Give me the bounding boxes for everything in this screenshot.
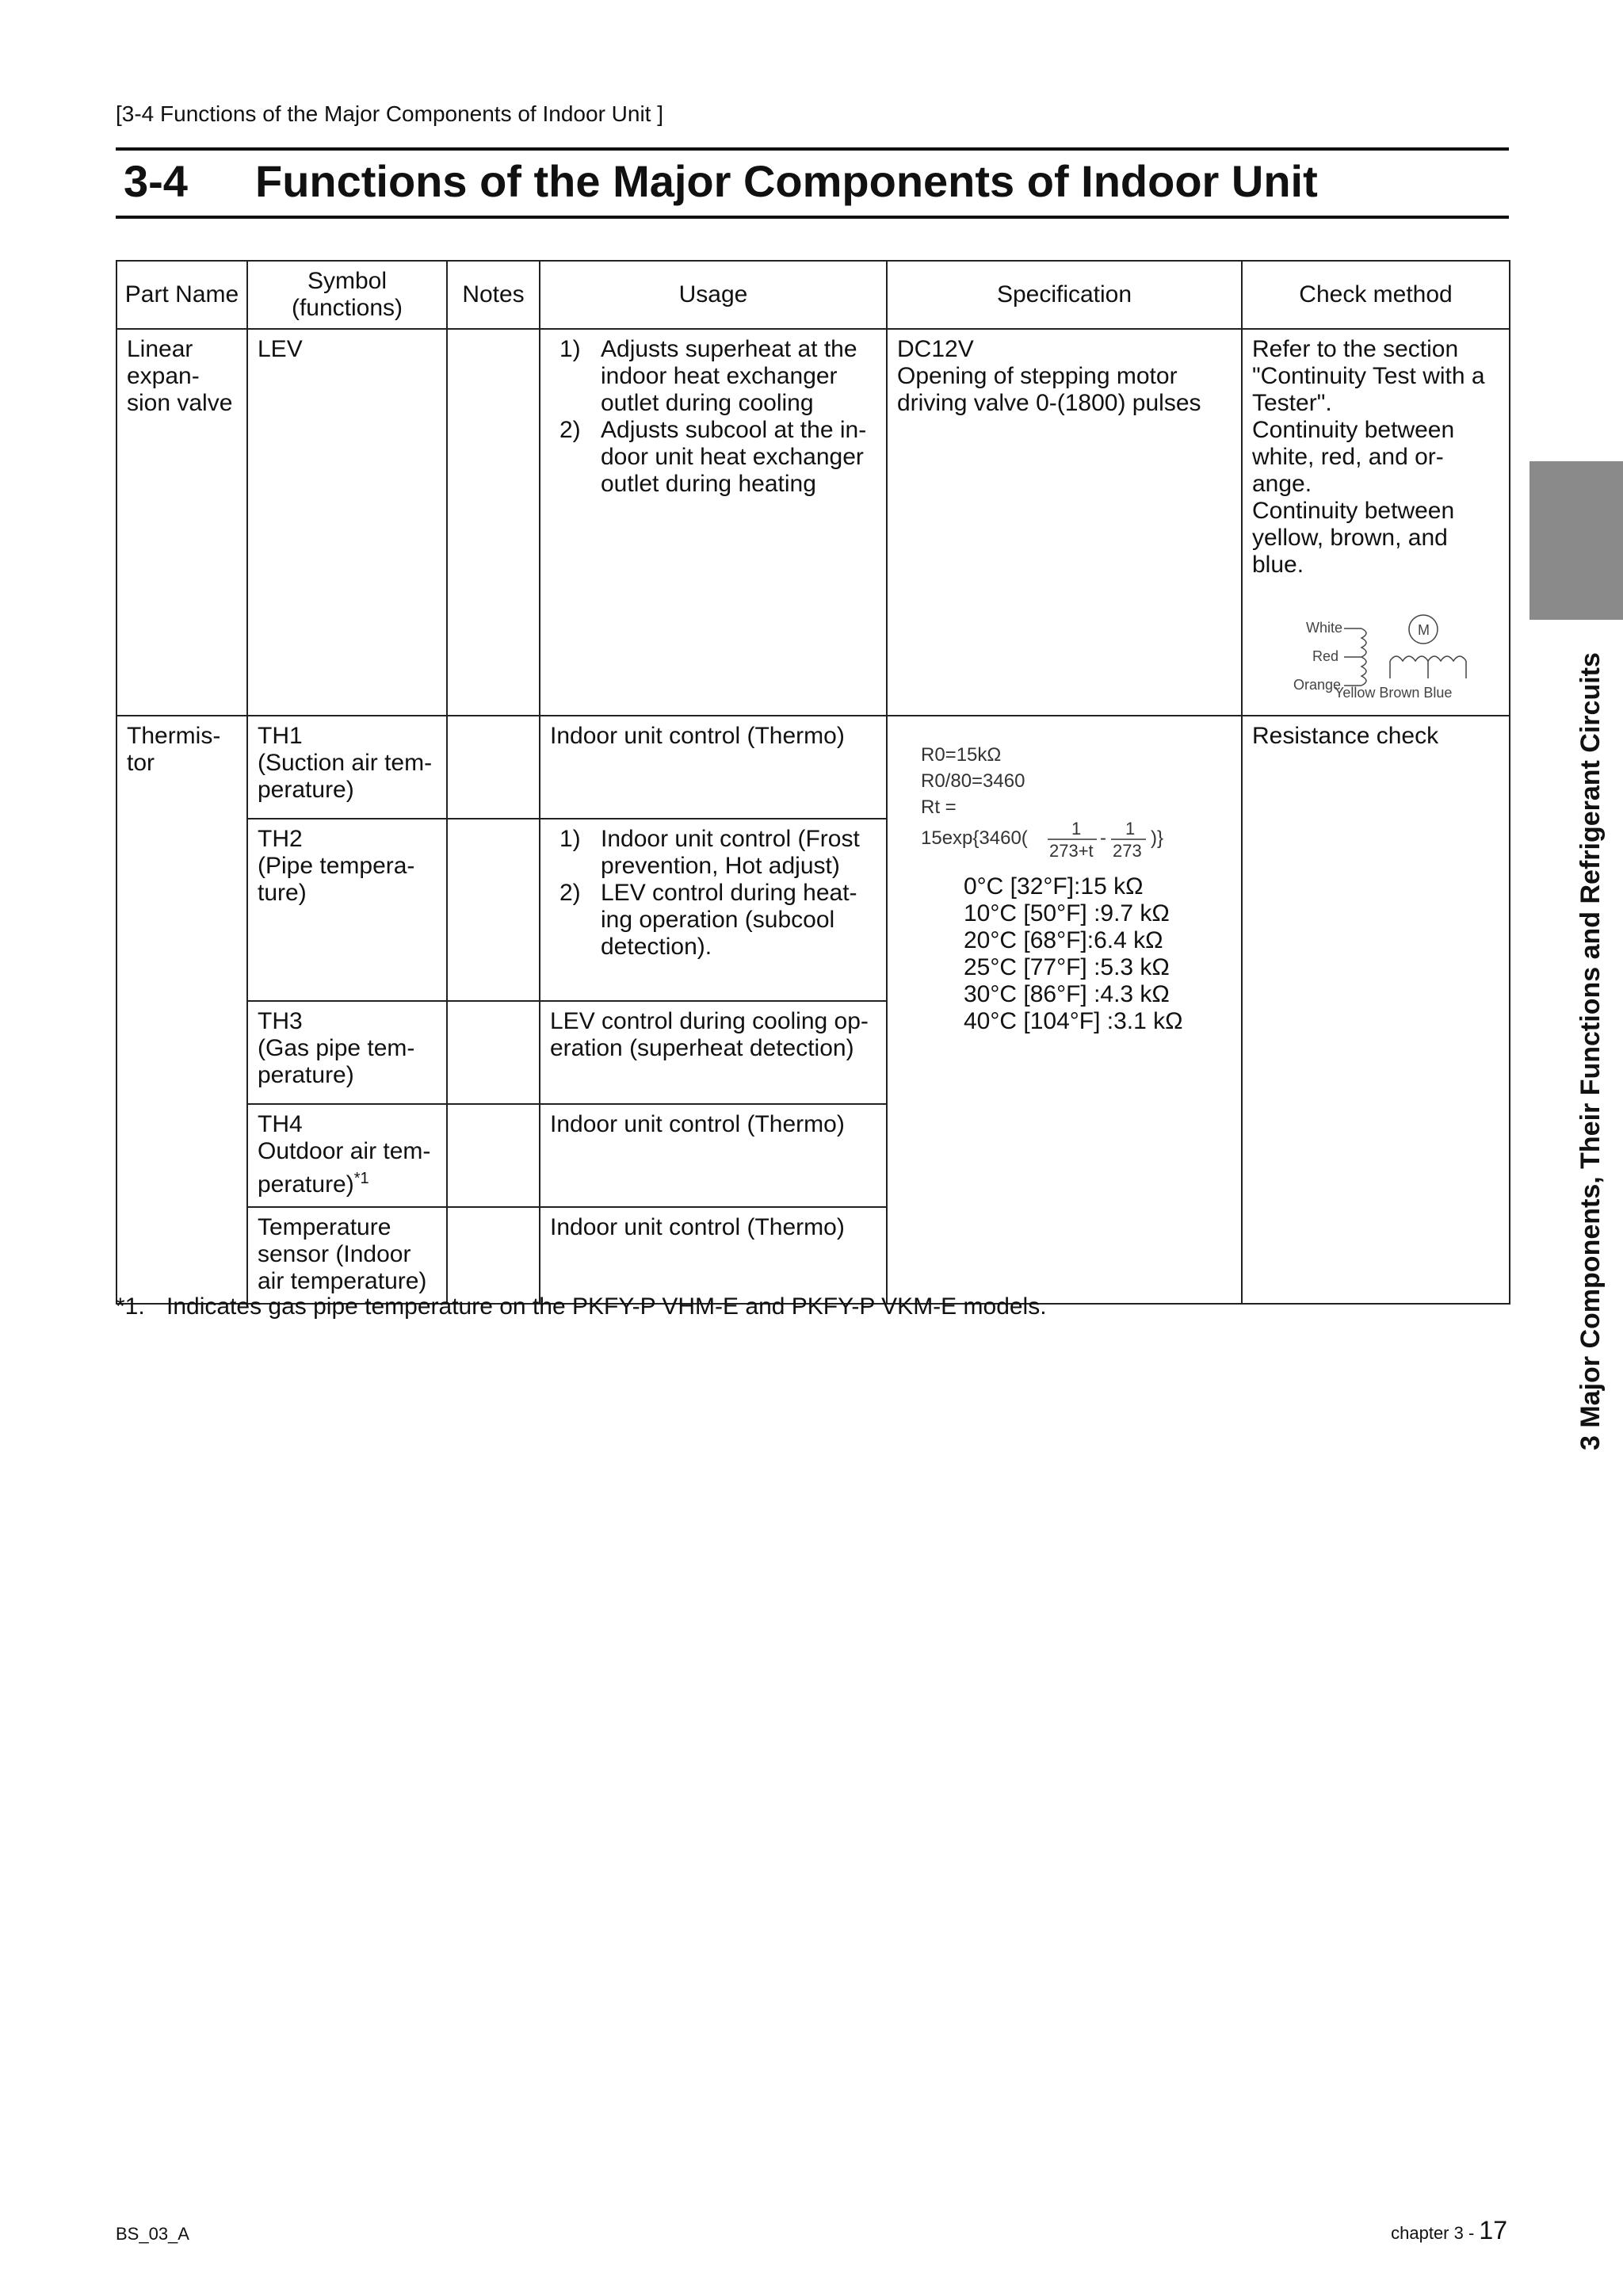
thermistor-part-name: Thermis-tor xyxy=(116,716,247,1304)
footer-chapter: chapter 3 - xyxy=(1391,2223,1480,2243)
list-item: 40°C [104°F] :3.1 kΩ xyxy=(964,1008,1183,1034)
table-header-row xyxy=(116,261,1510,329)
list-item: 30°C [86°F] :4.3 kΩ xyxy=(964,981,1170,1007)
formula-den2: 273 xyxy=(1113,841,1142,858)
lev-notes xyxy=(447,329,540,716)
thermistor-specification xyxy=(887,716,1242,1304)
label-orange: Orange xyxy=(1293,677,1342,693)
header-check-method: Check method xyxy=(1242,261,1510,329)
formula-exp-prefix: 15exp{3460( xyxy=(921,827,1028,849)
header-rule-bottom xyxy=(116,216,1509,219)
label-red: Red xyxy=(1312,648,1339,664)
th4-usage: Indoor unit control (Thermo) xyxy=(540,1104,887,1207)
footnote-marker: *1. xyxy=(116,1293,145,1320)
header-part-name: Part Name xyxy=(116,261,247,329)
footnote-text: Indicates gas pipe temperature on the PKFY-P VHM-E and PKFY-P VKM-E models. xyxy=(166,1293,1047,1320)
components-table xyxy=(116,260,1510,1305)
th3-usage: LEV control during cooling op-eration (superheat detection) xyxy=(540,1001,887,1104)
motor-label: M xyxy=(1418,622,1430,638)
th2-notes xyxy=(447,819,540,1001)
footnote xyxy=(116,1293,1047,1320)
lev-check-ref: Refer to the section "Continuity Test with a Tester". xyxy=(1252,336,1485,416)
formula-b-constant: R0/80=3460 xyxy=(921,770,1025,792)
footnote-mark: *1 xyxy=(353,1170,369,1187)
list-item: 1) Indoor unit control (Frost prevention, Hot adjust) xyxy=(559,826,860,879)
th4-notes xyxy=(447,1104,540,1207)
header-usage: Usage xyxy=(540,261,887,329)
section-title: Functions of the Major Components of Indoor Unit xyxy=(255,156,1318,206)
formula-den1: 273+t xyxy=(1049,841,1094,858)
th1-symbol: TH1 (Suction air tem-perature) xyxy=(247,716,447,819)
running-header: [3-4 Functions of the Major Components of Indoor Unit ] xyxy=(116,101,664,126)
lev-specification xyxy=(887,329,1242,716)
formula-rt: Rt = xyxy=(921,797,957,818)
coil-left-icon xyxy=(1361,628,1366,686)
label-yellow-brown-blue: Yellow Brown Blue xyxy=(1335,685,1453,701)
section-number: 3-4 xyxy=(124,156,188,206)
temp-sensor-symbol: Temperature sensor (Indoor air temperature) xyxy=(247,1207,447,1304)
list-item: 1) Adjusts superheat at the indoor heat exchanger outlet during cooling xyxy=(559,336,857,416)
formula-r0: R0=15kΩ xyxy=(921,744,1002,766)
lead-lines xyxy=(1344,628,1361,686)
formula-exp-suffix: )} xyxy=(1151,827,1164,849)
th4-symbol: TH4 Outdoor air tem-perature)$^{*1}$ xyxy=(247,1104,447,1207)
lev-spec-voltage: DC12V xyxy=(897,336,974,362)
chapter-side-tab xyxy=(1529,461,1623,620)
th2-usage xyxy=(540,819,887,1001)
lev-wiring-diagram xyxy=(1263,613,1509,702)
lev-symbol: LEV xyxy=(247,329,447,716)
lev-check-continuity-1: Continuity between white, red, and or-ange. xyxy=(1252,417,1455,497)
temp-sensor-notes xyxy=(447,1207,540,1304)
chapter-side-title: 3 Major Components, Their Functions and Refrigerant Circuits xyxy=(1575,652,1606,1450)
coil-leads xyxy=(1390,661,1466,678)
th1-notes xyxy=(447,716,540,819)
lev-check-method xyxy=(1242,329,1510,716)
temp-sensor-usage: Indoor unit control (Thermo) xyxy=(540,1207,887,1304)
header-specification: Specification xyxy=(887,261,1242,329)
th3-symbol: TH3 (Gas pipe tem-perature) xyxy=(247,1001,447,1104)
list-item: 2) Adjusts subcool at the in-door unit heat exchanger outlet during heating xyxy=(559,417,867,497)
formula-minus: - xyxy=(1100,827,1106,849)
table-row-lev xyxy=(116,329,1510,716)
lev-usage xyxy=(540,329,887,716)
lev-part-name: Linear expan-sion valve xyxy=(116,329,247,716)
header-notes: Notes xyxy=(447,261,540,329)
coil-right-icon xyxy=(1390,656,1466,661)
table-row-th1 xyxy=(116,716,1510,819)
lev-check-continuity-2: Continuity between yellow, brown, and blue. xyxy=(1252,498,1455,578)
lev-spec-opening: Opening of stepping motor driving valve 0-(1800) pulses xyxy=(897,363,1201,416)
resistance-list xyxy=(964,873,1232,1035)
section-heading xyxy=(124,155,1318,207)
list-item: 20°C [68°F]:6.4 kΩ xyxy=(964,927,1163,953)
thermistor-check-method: Resistance check xyxy=(1242,716,1510,1304)
formula-num2: 1 xyxy=(1125,820,1136,839)
list-item: 2) LEV control during heat-ing operation (subcool detection). xyxy=(559,880,857,960)
formula-num1: 1 xyxy=(1071,820,1082,839)
footer-page xyxy=(1391,2216,1507,2245)
list-item: 25°C [77°F] :5.3 kΩ xyxy=(964,954,1170,980)
footer-code: BS_03_A xyxy=(116,2224,189,2244)
header-rule-top xyxy=(116,147,1509,151)
list-item: 10°C [50°F] :9.7 kΩ xyxy=(964,900,1170,926)
formula-expression xyxy=(921,820,1182,858)
th1-usage: Indoor unit control (Thermo) xyxy=(540,716,887,819)
th3-notes xyxy=(447,1001,540,1104)
thermistor-formula xyxy=(921,742,1232,865)
th2-symbol: TH2 (Pipe tempera-ture) xyxy=(247,819,447,1001)
label-white: White xyxy=(1306,620,1343,636)
page-number: 17 xyxy=(1479,2216,1507,2244)
header-symbol: Symbol (functions) xyxy=(247,261,447,329)
list-item: 0°C [32°F]:15 kΩ xyxy=(964,873,1144,900)
